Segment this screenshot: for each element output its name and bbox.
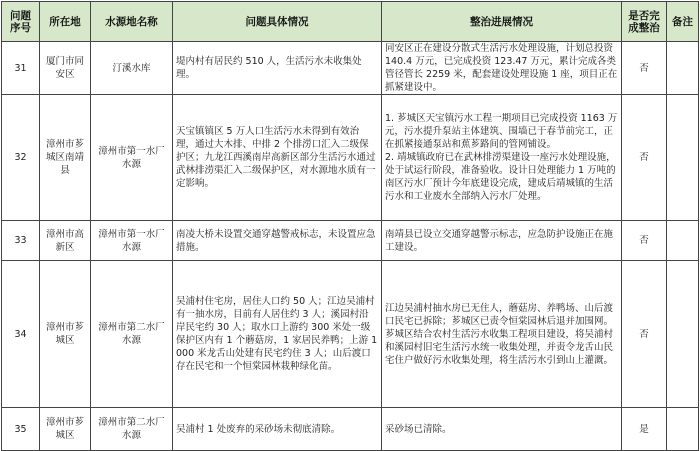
cell-progress: 江边吴浦村抽水房已无住人，蘑菇房、养鸭场、山后渡口民宅已拆除；芗城区已责令恒棠园林后退并加围网。芗城区结合农村生活污水收集工程项目建设，将吴浦村和溪园村旧宅生活污水统一收集处理，并责令龙舌山民宅住户做好污水收集处理，将生活污水引到山上灌溉。 (382, 261, 622, 408)
header-location: 所在地 (40, 2, 91, 42)
cell-location: 厦门市同安区 (40, 42, 91, 95)
cell-seq: 31 (2, 42, 40, 95)
cell-note (667, 42, 699, 95)
table-row (2, 261, 699, 408)
cell-seq: 34 (2, 261, 40, 408)
cell-issue: 堤内村有居民约 510 人，生活污水未收集处理。 (173, 42, 382, 95)
cell-seq: 32 (2, 95, 40, 221)
cell-done: 否 (622, 95, 667, 221)
cell-location: 漳州市芗城区南靖县 (40, 95, 91, 221)
header-done: 是否完成整治 (622, 2, 667, 42)
header-row (2, 2, 699, 42)
table-row (2, 408, 699, 451)
cell-seq: 35 (2, 408, 40, 451)
cell-note (667, 408, 699, 451)
cell-issue: 吴浦村住宅房，居住人口约 50 人；江边吴浦村有一抽水房，目前有人居住约 3 人；溪园村沿岸民宅约 30 人；取水口上游约 300 米处一级保护区内有 1 个蘑菇房，1 家居民养鸭；上游 1000 米龙舌山处建有民宅约住 3 人；山后渡口存在民宅和一个恒棠园林栽种绿化苗。 (173, 261, 382, 408)
header-seq: 问题序号 (2, 2, 40, 42)
cell-location: 漳州市芗城区 (40, 408, 91, 451)
table-row (2, 95, 699, 221)
cell-done: 否 (622, 221, 667, 261)
cell-note (667, 261, 699, 408)
cell-note (667, 95, 699, 221)
header-source: 水源地名称 (91, 2, 173, 42)
table-row (2, 221, 699, 261)
cell-issue: 南凌大桥未设置交通穿越警戒标志，未设置应急措施。 (173, 221, 382, 261)
cell-source: 漳州市第二水厂水源 (91, 261, 173, 408)
cell-issue: 天宝镇镇区 5 万人口生活污水未得到有效治理，通过大木排、中排 2 个排涝口汇入二级保护区；九龙江西溪南岸高新区部分生活污水通过武林排涝渠汇入二级保护区，对水源地水质有一定影响。 (173, 95, 382, 221)
cell-done: 否 (622, 261, 667, 408)
cell-source: 漳州市第一水厂水源 (91, 221, 173, 261)
cell-progress: 同安区正在建设分散式生活污水处理设施，计划总投资 140.4 万元，已完成投资 123.47 万元，累计完成各类管径管长 2259 米，配套建设处理设施 1 座，项目正在抓紧建设中。 (382, 42, 622, 95)
cell-progress: 采砂场已清除。 (382, 408, 622, 451)
cell-seq: 33 (2, 221, 40, 261)
cell-source: 汀溪水库 (91, 42, 173, 95)
cell-location: 漳州市芗城区 (40, 261, 91, 408)
header-issue: 问题具体情况 (173, 2, 382, 42)
remediation-table (1, 1, 699, 451)
cell-done: 否 (622, 42, 667, 95)
table-row (2, 42, 699, 95)
cell-note (667, 221, 699, 261)
cell-source: 漳州市第一水厂水源 (91, 95, 173, 221)
cell-source: 漳州市第二水厂水源 (91, 408, 173, 451)
cell-progress: 南靖县已设立交通穿越警示标志，应急防护设施正在施工建设。 (382, 221, 622, 261)
cell-location: 漳州市高新区 (40, 221, 91, 261)
cell-issue: 吴浦村 1 处废弃的采砂场未彻底清除。 (173, 408, 382, 451)
header-note: 备注 (667, 2, 699, 42)
cell-done: 是 (622, 408, 667, 451)
header-progress: 整治进展情况 (382, 2, 622, 42)
cell-progress: 1. 芗城区天宝镇污水工程一期项目已完成投资 1163 万元，污水提升泵站主体建筑、围墙已于春节前完工，正在抓紧接通泵站和蕉芗路间的管网铺设。 2. 靖城镇政府已在武林排涝渠建设一座污水处理设施，处于试运行阶段，准备验收。设计日处理能力 1 万吨的南区污水厂预计今年底建设完成，建成后靖城镇的生活污水和工业废水全部纳入污水厂处理。 (382, 95, 622, 221)
